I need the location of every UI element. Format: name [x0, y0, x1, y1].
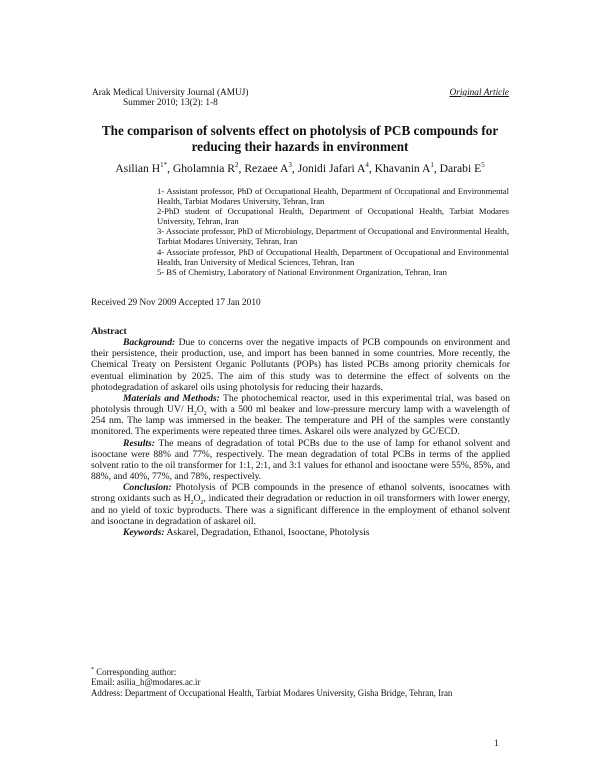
keywords-text: Askarel, Degradation, Ethanol, Isooctane, Photolysis [166, 526, 370, 538]
abstract-keywords [91, 527, 510, 538]
abstract-section [91, 326, 510, 538]
methods-label: Materials and Methods: [123, 392, 220, 404]
methods-text-1: The photochemical reactor, used in this experimental trial, was based on photolysis through UV/ H [91, 392, 510, 416]
abstract-background [91, 337, 510, 393]
author-affiliation-mark: 4 [365, 161, 369, 170]
article-type-label: Original Article [449, 88, 509, 98]
author-separator: , [238, 162, 245, 175]
author-affiliation-mark: 3 [288, 161, 292, 170]
methods-mid-1: O [196, 404, 204, 416]
author-name: Darabi E [439, 162, 482, 175]
conclusion-sub-1: 2 [190, 500, 194, 507]
footnote-address: Address: Department of Occupational Health, Tarbiat Modares University, Gisha Bridge, Tehran, Iran [91, 687, 453, 698]
author-affiliation-mark: 1 [430, 161, 434, 170]
affiliation-1: 1- Assistant professor, PhD of Occupational Health, Department of Occupational and Environmental Health, Tarbiat Modares University, Tehran, Iran [157, 186, 509, 207]
author-separator: , [167, 162, 173, 175]
abstract-methods [91, 393, 510, 438]
conclusion-label: Conclusion: [123, 482, 172, 494]
abstract-conclusion [91, 482, 510, 527]
footnote-corresponding [91, 667, 452, 677]
author-name: Gholamnia R [172, 162, 236, 175]
affiliation-2: 2-PhD student of Occupational Health, Department of Occupational Health, Tarbiat Modares University, Tehran, Iran [157, 206, 509, 227]
conclusion-text-2: , indicated their degradation or reduction in oil transformers with lower energy, and no yield of toxic byproducts. There was a significant difference in the employment of ethanol solvent and isooctane in degradation of askarel oil. [91, 493, 510, 527]
paper-title: The comparison of solvents effect on photolysis of PCB compounds for reducing their hazards in environment [101, 123, 499, 154]
conclusion-sub-2: 2 [200, 500, 204, 507]
page-number: 1 [494, 739, 499, 749]
background-text: Due to concerns over the negative impacts of PCB compounds on environment and their persistence, their production, use, and import has been banned in some countries. More recently, the Chemical Treaty on Persistent Organic Pollutants (POPs) has listed PCBs among priority chemicals for eventual elimination by 2025. The aim of this study was to determine the effect of solvents on the photodegradation of askarel oils using photolysis for reducing their hazards. [91, 337, 510, 393]
methods-sub-2: 2 [203, 411, 207, 417]
author-name: Asilian H [115, 162, 161, 175]
author-separator: , [291, 162, 298, 175]
journal-name: Arak Medical University Journal (AMUJ) [92, 88, 249, 98]
methods-text-2: with a 500 ml beaker and low-pressure mercury lamp with a wavelength of 254 nm. The lamp was immersed in the beaker. The temperature and PH of the samples were constantly monitored. The experiments were repeated three times. Askarel oils were analyzed by GC/ECD. [91, 404, 510, 438]
received-dates: Received 29 Nov 2009 Accepted 17 Jan 2010 [91, 298, 261, 308]
author-name: Rezaee A [244, 162, 289, 175]
affiliation-4: 4- Associate professor, PhD of Occupational Health, Department of Occupational and Environmental Health, Iran University of Medical Sciences, Tehran, Iran [157, 246, 509, 267]
methods-sub-1: 2 [193, 411, 197, 417]
journal-issue: Summer 2010; 13(2): 1-8 [123, 98, 218, 108]
corresponding-footnote [91, 667, 452, 698]
results-text: The means of degradation of total PCBs due to the use of lamp for ethanol solvent and isooctane were 88% and 77%, respectively. The mean degradation of total PCBs in terms of the applied solvent ratio to the oil transformer for 1:1, 2:1, and 3:1 values for ethanol and isooctane were 55%, 85%, and 88%, and 40%, 77%, and 78%, respectively. [91, 437, 510, 483]
author-list [90, 162, 510, 176]
author-affiliation-mark: 2 [235, 161, 239, 170]
footnote-email: Email: asilia_h@modares.ac.ir [91, 677, 201, 688]
affiliation-5: 5- BS of Chemistry, Laboratory of National Environment Organization, Tehran, Iran [157, 266, 447, 277]
results-label: Results: [123, 437, 155, 449]
author-name: Khavanin A [374, 162, 431, 175]
conclusion-text-1: Photolysis of PCB compounds in the presence of ethanol solvents, isoocatnes with strong oxidants such as H [91, 482, 510, 505]
abstract-heading: Abstract [91, 326, 127, 337]
author-name: Jonidi Jafari A [297, 162, 366, 175]
author-affiliation-mark: 1* [160, 161, 168, 170]
author-affiliation-mark: 5 [481, 161, 485, 170]
keywords-label: Keywords: [123, 526, 165, 538]
abstract-results [91, 438, 510, 483]
affiliations [157, 186, 509, 277]
conclusion-mid-1: O [193, 493, 201, 505]
footnote-corresponding-label: Corresponding author: [96, 667, 177, 677]
author-separator: , [368, 162, 375, 175]
footnote-mark: * [91, 667, 94, 674]
affiliation-3: 3- Associate professor, PhD of Microbiology, Department of Occupational and Environmental Health, Tarbiat Modares University, Tehran, Iran [157, 226, 509, 247]
background-label: Background: [123, 337, 176, 349]
author-separator: , [433, 162, 440, 175]
